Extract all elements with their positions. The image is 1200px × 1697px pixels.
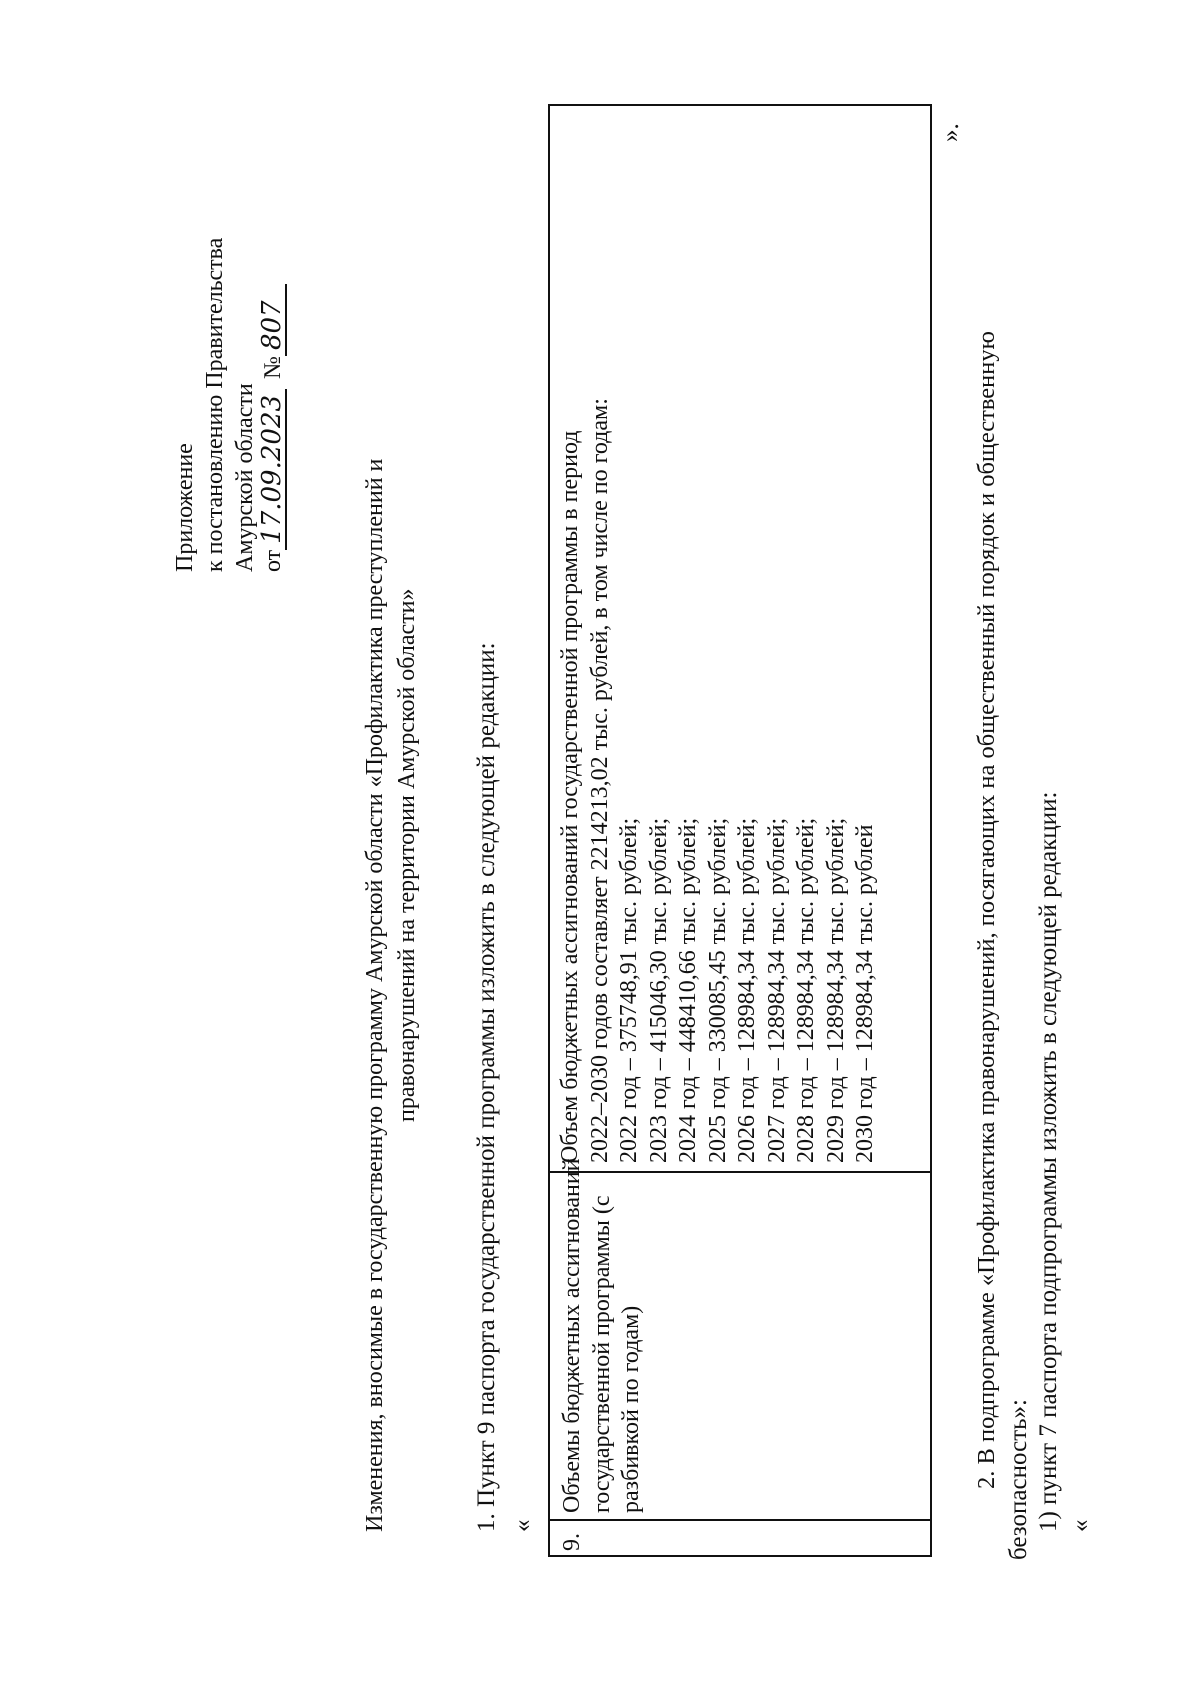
item-1-text: 1. Пункт 9 паспорта государственной программы изложить в следующей редакции: <box>473 642 500 1532</box>
passport-table <box>548 104 932 1557</box>
table-row-name <box>558 1158 647 1513</box>
table-divider-1 <box>550 1519 930 1521</box>
value-line: 2024 год – 448410,66 тыс. рублей; <box>675 817 701 1163</box>
value-line: 2025 год – 330085,45 тыс. рублей; <box>704 817 731 1163</box>
value-line: Объем бюджетных ассигнований государственной программы в период <box>557 430 583 1163</box>
table-close-quote: ». <box>937 123 964 142</box>
table-row-number: 9. <box>559 1533 585 1551</box>
value-line: 2023 год – 415046,30 тыс. рублей; <box>645 817 672 1163</box>
value-line: 2022–2030 годов составляет 2214213,02 тыс. рублей, в том числе по годам: <box>586 398 613 1163</box>
value-line: 2027 год – 128984,34 тыс. рублей; <box>763 817 790 1163</box>
item-2-line-2: безопасность»: <box>1005 1399 1032 1560</box>
value-line: 2028 год – 128984,34 тыс. рублей; <box>793 817 819 1163</box>
item-2-subitem-1: 1) пункт 7 паспорта подпрограммы изложить в следующей редакции: <box>1035 791 1062 1532</box>
item-1-open-quote: « <box>509 1519 536 1532</box>
handwritten-number: 807 <box>259 284 287 356</box>
table-row-value <box>556 398 881 1163</box>
name-line: разбивкой по годам) <box>618 1305 644 1513</box>
item-2-open-quote: « <box>1067 1519 1094 1532</box>
name-line: государственной программы (с <box>588 1195 615 1513</box>
number-label: № <box>260 356 286 379</box>
document-title-line-2: правонарушений на территории Амурской области» <box>394 588 420 1122</box>
document-title-line-1: Изменения, вносимые в государственную программу Амурской области «Профилактика преступлений и <box>362 458 388 1532</box>
handwritten-date: 17.09.2023 <box>259 389 287 550</box>
item-2-line-1: 2. В подпрограмме «Профилактика правонарушений, посягающих на общественный порядок и общественную <box>973 331 1000 1489</box>
header-line-3: Амурской области <box>232 383 258 572</box>
header-line-1: Приложение <box>172 443 198 572</box>
name-line: Объемы бюджетных ассигнований <box>559 1158 585 1513</box>
value-line: 2030 год – 128984,34 тыс. рублей <box>852 824 878 1163</box>
from-prefix: от <box>260 549 286 572</box>
value-line: 2022 год – 375748,91 тыс. рублей; <box>616 817 642 1163</box>
header-line-2: к постановлению Правительства <box>202 237 228 572</box>
header-date-number-line <box>258 284 288 572</box>
value-line: 2026 год – 128984,34 тыс. рублей; <box>734 817 760 1163</box>
value-line: 2029 год – 128984,34 тыс. рублей; <box>822 817 849 1163</box>
